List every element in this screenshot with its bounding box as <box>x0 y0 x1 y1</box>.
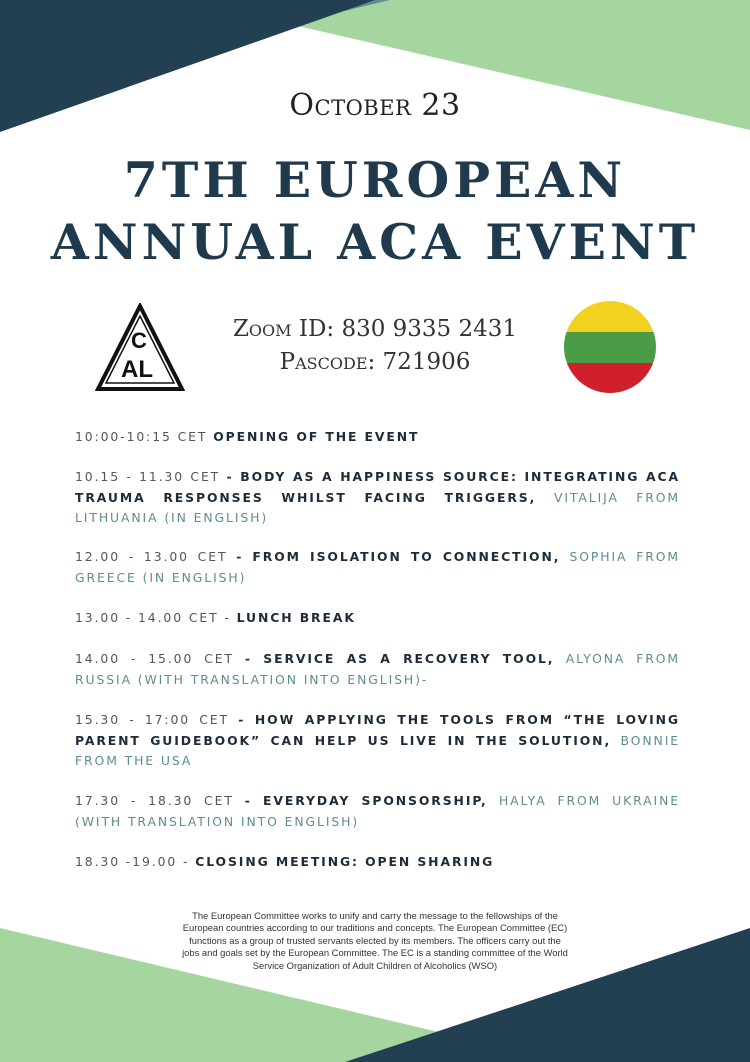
schedule-item-happiness-source: 10.15 - 11.30 CET - BODY AS A HAPPINESS SOURCE: INTEGRATING ACA TRAUMA RESPONSES WHILST FACING TRIGGERS, VITALIJA FROM LITHUANIA (IN ENGLISH) <box>75 469 680 525</box>
schedule-item-sponsorship: 17.30 - 18.30 CET - EVERYDAY SPONSORSHIP, HALYA FROM UKRAINE (WITH TRANSLATION INTO ENGLISH) <box>75 793 680 829</box>
schedule-item-service-recovery: 14.00 - 15.00 CET - SERVICE AS A RECOVERY TOOL, ALYONA FROM RUSSIA (WITH TRANSLATION INTO ENGLISH)- <box>75 651 681 687</box>
zoom-id: Zoom ID: 830 9335 2431 <box>232 316 518 342</box>
event-date: October 23 <box>289 88 461 123</box>
logo-letter-c: C <box>131 328 147 353</box>
logo-letters-al: AL <box>121 356 153 383</box>
schedule-item-isolation-connection: 12.00 - 13.00 CET - FROM ISOLATION TO CONNECTION, SOPHIA FROM GREECE (IN ENGLISH) <box>75 549 680 585</box>
committee-description: The European Committee works to unify and carry the message to the fellowships of the European countries according to our traditions and concepts. The European Committee (EC) functions as a group of trusted servants elected by its members. The officers carry out the jobs and goals set by the European Committee. The EC is a standing committee of the World Service Organization of Adult Children of Alcoholics (WSO) <box>182 910 568 971</box>
zoom-passcode: Pascode: 721906 <box>279 349 471 375</box>
aca-triangle-logo-icon <box>95 303 185 393</box>
schedule-item-loving-parent: 15.30 - 17:00 CET - HOW APPLYING THE TOOLS FROM “THE LOVING PARENT GUIDEBOOK” CAN HELP US LIVE IN THE SOLUTION, BONNIE FROM THE USA <box>75 712 680 768</box>
schedule-item-lunch-break: 13.00 - 14.00 CET - LUNCH BREAK <box>75 610 356 625</box>
schedule-item-opening: 10:00-10:15 CET OPENING OF THE EVENT <box>75 429 420 444</box>
schedule-item-closing-meeting: 18.30 -19.00 - CLOSING MEETING: OPEN SHARING <box>75 854 495 869</box>
lithuania-flag-icon <box>564 301 656 393</box>
event-title-line2: ANNUAL ACA EVENT <box>50 213 700 271</box>
event-title-line1: 7TH EUROPEAN <box>123 151 627 209</box>
